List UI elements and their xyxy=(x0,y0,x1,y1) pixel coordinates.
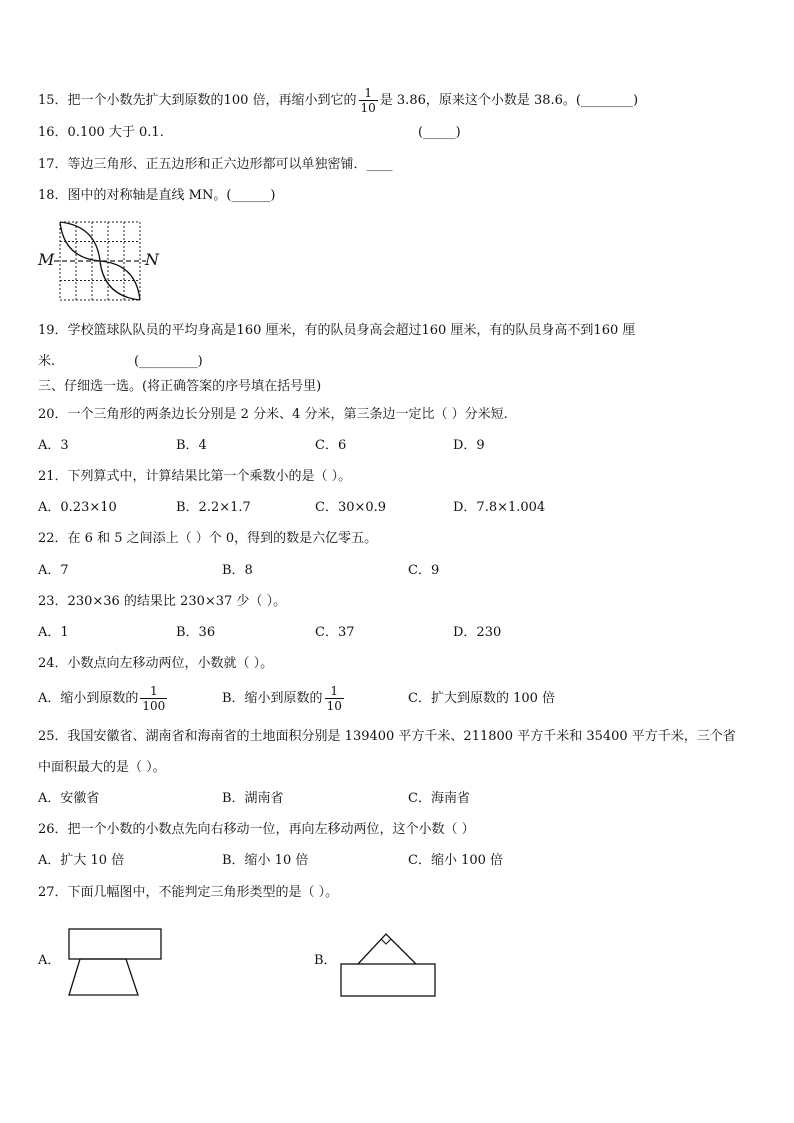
label-n: N xyxy=(145,250,159,269)
question-24-text: 24．小数点向左移动两位，小数就（ ）。 xyxy=(38,656,274,671)
section-3-title: 三、仔细选一选。(将正确答案的序号填在括号里) xyxy=(38,379,322,394)
fraction-numerator: 1 xyxy=(325,684,344,699)
question-16-text: 16．0.100 大于 0.1. xyxy=(38,125,164,140)
question-15-fraction xyxy=(359,86,378,115)
question-22-option-a[interactable]: A．7 xyxy=(38,563,69,578)
question-24-option-b[interactable] xyxy=(222,682,346,716)
question-22-option-c[interactable]: C．9 xyxy=(408,563,440,578)
question-15-text-b: 是 3.86，原来这个小数是 38.6。(________) xyxy=(379,93,639,108)
question-21-option-c[interactable]: C．30×0.9 xyxy=(315,500,387,515)
question-22-text: 22．在 6 和 5 之间添上（ ）个 0，得到的数是六亿零五。 xyxy=(38,531,378,546)
question-21-option-b[interactable]: B．2.2×1.7 xyxy=(176,500,251,515)
partial-triangle xyxy=(69,959,138,995)
question-20-option-d[interactable]: D．9 xyxy=(453,438,485,453)
question-19-line2: 米. xyxy=(38,354,56,369)
question-26-text: 26．把一个小数的小数点先向右移动一位，再向左移动两位，这个小数（ ） xyxy=(38,822,475,837)
question-25-option-b[interactable]: B．湖南省 xyxy=(222,791,284,806)
question-26-option-a[interactable]: A．扩大 10 倍 xyxy=(38,853,125,868)
question-17-text: 17．等边三角形、正五边形和正六边形都可以单独密铺．____ xyxy=(38,157,393,172)
figure-a xyxy=(66,926,166,998)
option-a-text: A．缩小到原数的 xyxy=(38,691,139,706)
question-27-option-b[interactable]: B． xyxy=(314,953,337,968)
question-25-line2: 中面积最大的是（ ）。 xyxy=(38,760,166,775)
question-23-text: 23．230×36 的结果比 230×37 少（ ）。 xyxy=(38,594,287,609)
question-23-option-a[interactable]: A．1 xyxy=(38,625,69,640)
covering-rectangle xyxy=(69,929,161,959)
fraction-numerator: 1 xyxy=(140,684,167,699)
question-20-option-c[interactable]: C．6 xyxy=(315,438,347,453)
figure-b xyxy=(336,928,442,1000)
label-m: M xyxy=(38,250,55,269)
question-24-option-c[interactable]: C．扩大到原数的 100 倍 xyxy=(408,691,556,706)
right-angle-marker xyxy=(381,939,391,944)
option-a-fraction xyxy=(140,684,167,713)
question-27-option-a[interactable]: A． xyxy=(38,953,61,968)
question-23-option-b[interactable]: B．36 xyxy=(176,625,216,640)
question-25-option-a[interactable]: A．安徽省 xyxy=(38,791,100,806)
question-15 xyxy=(38,86,638,115)
question-16-answer-blank[interactable]: (_____) xyxy=(418,125,461,140)
question-24-option-a[interactable] xyxy=(38,682,169,716)
partial-triangle xyxy=(358,934,416,964)
fraction-denominator: 100 xyxy=(142,699,166,713)
question-26-option-c[interactable]: C．缩小 100 倍 xyxy=(408,853,504,868)
question-25-option-c[interactable]: C．海南省 xyxy=(408,791,470,806)
question-27-text: 27．下面几幅图中，不能判定三角形类型的是（ ）。 xyxy=(38,885,339,900)
option-b-fraction xyxy=(325,684,344,713)
question-20-option-b[interactable]: B．4 xyxy=(176,438,207,453)
question-20-option-a[interactable]: A．3 xyxy=(38,438,69,453)
question-25-line1: 25．我国安徽省、湖南省和海南省的土地面积分别是 139400 平方千米、211800 平方千米和 35400 平方千米，三个省 xyxy=(38,729,736,744)
covering-rectangle xyxy=(341,964,435,996)
symmetry-figure xyxy=(52,220,148,302)
question-23-option-c[interactable]: C．37 xyxy=(315,625,355,640)
question-22-option-b[interactable]: B．8 xyxy=(222,563,253,578)
question-19-line1: 19．学校篮球队队员的平均身高是160 厘米，有的队员身高会超过160 厘米，有的队员身高不到160 厘 xyxy=(38,323,636,338)
fraction-denominator: 10 xyxy=(326,699,342,713)
question-21-text: 21．下列算式中，计算结果比第一个乘数小的是（ ）。 xyxy=(38,469,352,484)
question-21-option-a[interactable]: A．0.23×10 xyxy=(38,500,117,515)
question-18-text: 18．图中的对称轴是直线 MN。(______) xyxy=(38,188,276,203)
fraction-numerator: 1 xyxy=(359,86,378,101)
fraction-denominator: 10 xyxy=(360,101,376,115)
question-23-option-d[interactable]: D．230 xyxy=(453,625,502,640)
question-26-option-b[interactable]: B．缩小 10 倍 xyxy=(222,853,309,868)
question-19-answer-blank[interactable]: (_________) xyxy=(134,354,203,369)
question-20-text: 20．一个三角形的两条边长分别是 2 分米、4 分米，第三条边一定比（ ）分米短. xyxy=(38,407,508,422)
question-21-option-d[interactable]: D．7.8×1.004 xyxy=(453,500,546,515)
question-15-text-a: 15．把一个小数先扩大到原数的100 倍，再缩小到它的 xyxy=(38,93,357,108)
option-b-text: B．缩小到原数的 xyxy=(222,691,323,706)
